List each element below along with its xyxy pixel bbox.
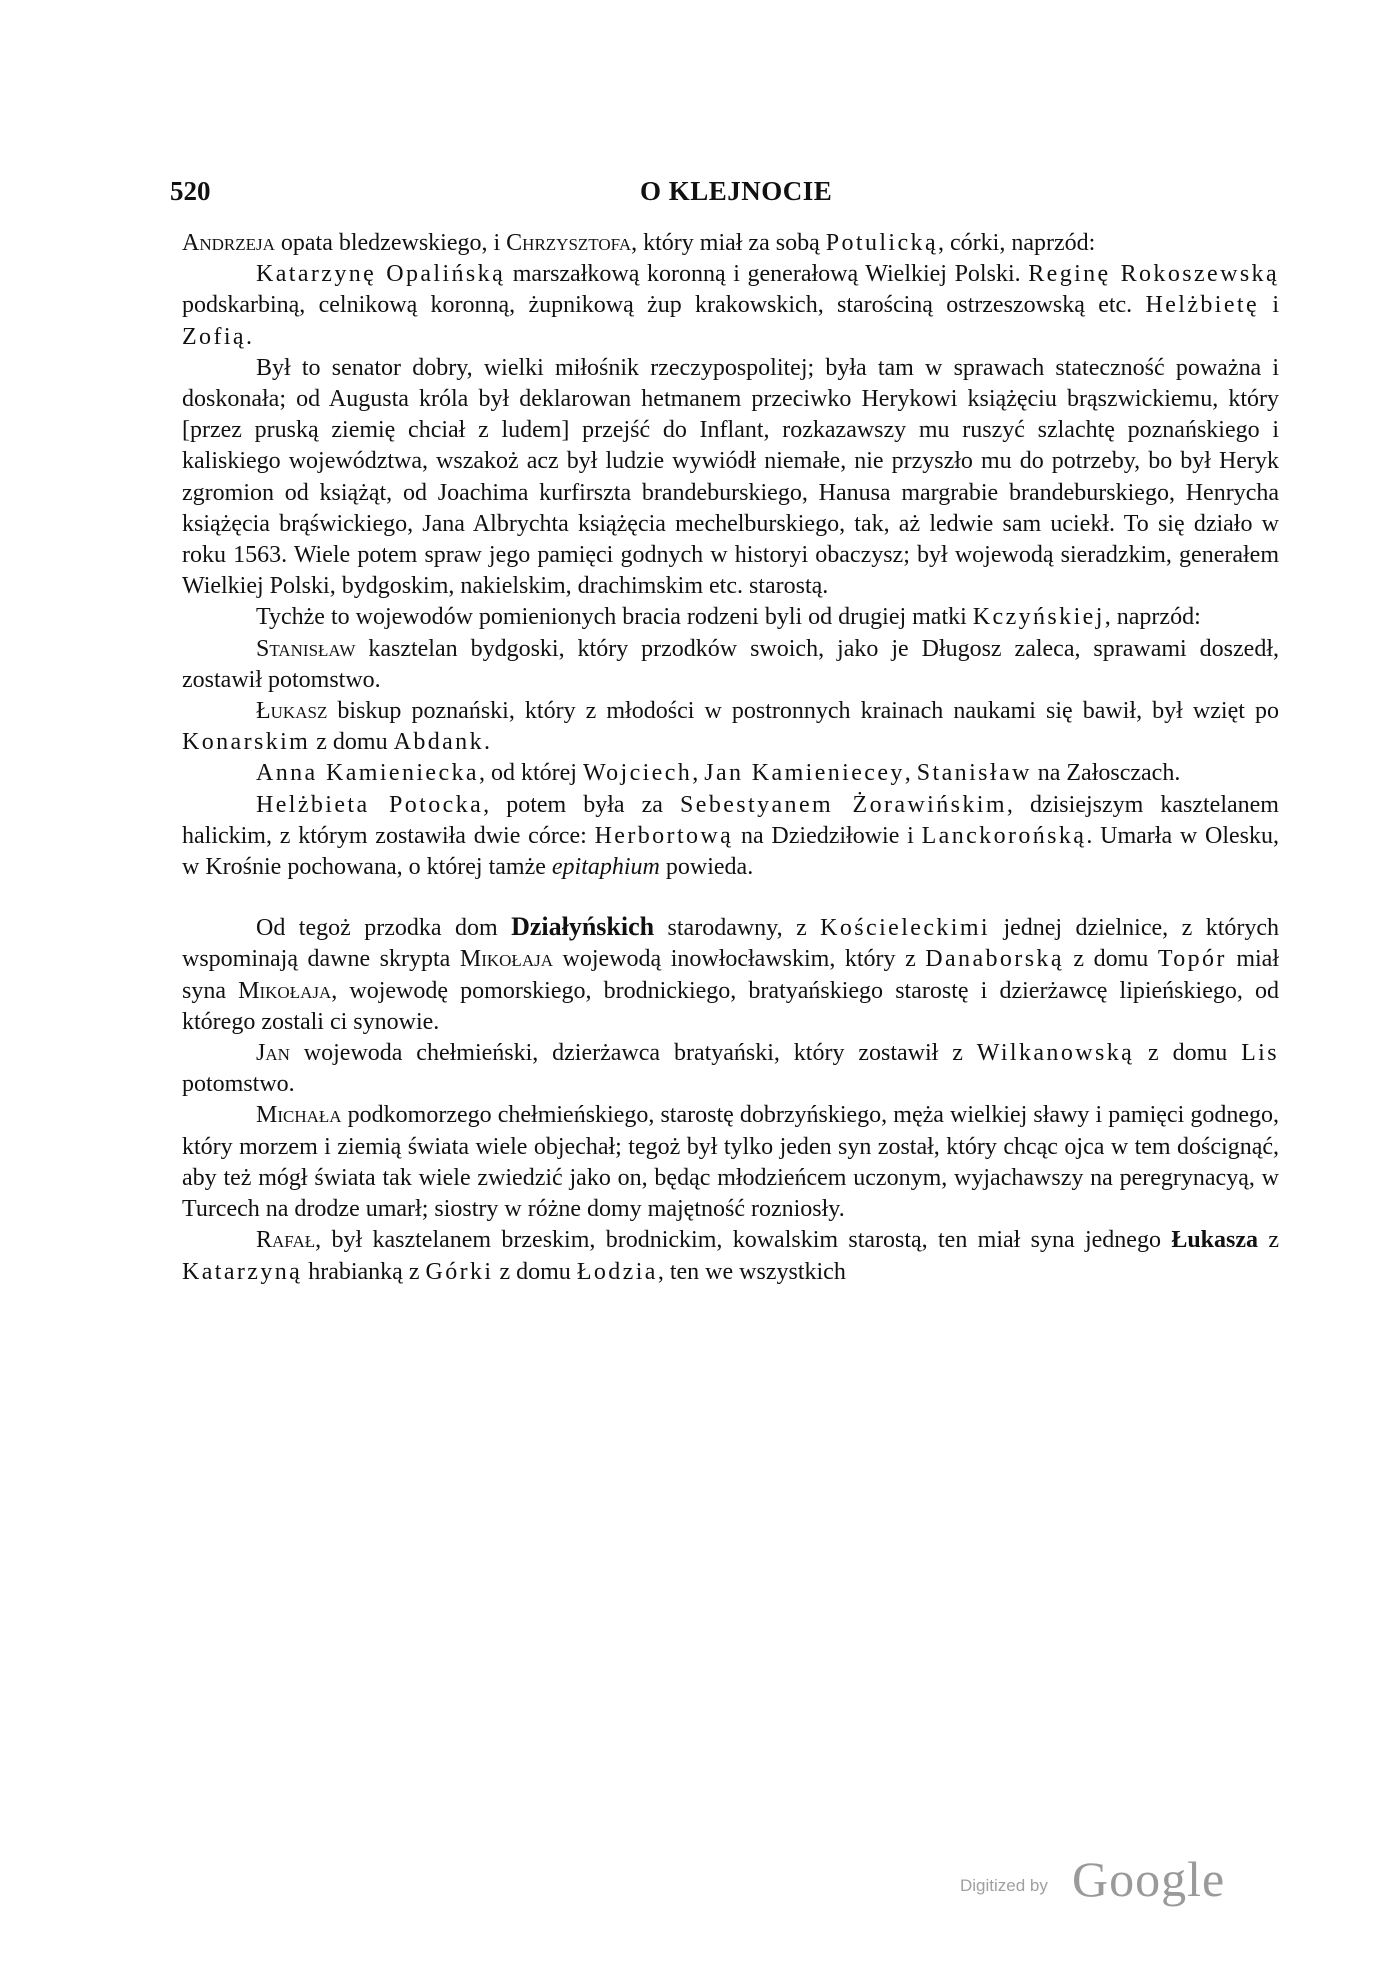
text-run: Zofią (182, 323, 246, 350)
text-run: Stanisław (916, 760, 1032, 787)
paragraph (182, 353, 1279, 603)
text-run: Michała (256, 1102, 342, 1129)
text-run: , ten we wszystkich (657, 1258, 846, 1285)
text-run: Łukasz (256, 698, 328, 725)
text-run: epitaphium (551, 854, 660, 881)
text-run: na Załosczach. (1031, 760, 1181, 787)
paragraph (182, 790, 1279, 884)
text-run: na Dziedziłowie i (733, 822, 922, 849)
text-run: marszałkową koronną i generałową Wielkiej Polski. (505, 261, 1029, 288)
text-run: , córki, naprzód: (938, 230, 1096, 256)
text-run: Lis (1241, 1040, 1279, 1067)
text-run: powieda. (659, 854, 754, 881)
page-number: 520 (170, 176, 211, 206)
text-run: miał syna (182, 946, 1279, 1004)
text-run: Kościeleckimi (820, 915, 990, 942)
text-run: Jan (256, 1040, 290, 1067)
text-run: Od tegoż przodka dom (256, 915, 512, 942)
body-text (182, 228, 1279, 1288)
text-run: potomstwo. (182, 1071, 295, 1098)
text-run: , (692, 760, 705, 787)
text-run: biskup poznański, który z młodości w postronnych krainach naukami się bawił, był wzięt po (327, 698, 1279, 725)
text-run: . (245, 323, 252, 350)
google-logo: Google (1072, 1851, 1226, 1907)
text-run: Sebestyanem Żorawińskim (680, 791, 1007, 818)
paragraph (182, 602, 1279, 633)
text-run: . (483, 729, 490, 756)
text-run: , wojewodę pomorskiego, brodnickiego, bratyańskiego starostę i dzierżawcę lipieńskiego, od którego zostali ci synowie. (182, 977, 1279, 1035)
text-run: Katarzyną (182, 1258, 303, 1285)
running-title: O KLEJNOCIE (640, 176, 833, 206)
digitized-watermark (960, 1850, 1240, 1910)
watermark-prefix: Digitized by (960, 1876, 1048, 1895)
text-run: Herbortową (594, 822, 734, 849)
text-run: , naprzód: (1104, 604, 1201, 631)
text-run: , (904, 760, 917, 787)
text-run: Katarzynę Opalińską (256, 261, 506, 288)
paragraph (182, 911, 1279, 1038)
text-run: Danaborską (925, 946, 1064, 973)
text-run: Rafał (256, 1227, 316, 1254)
paragraph (182, 259, 1279, 353)
text-run: Lanckorońską (921, 822, 1087, 849)
paragraph (182, 1225, 1279, 1287)
paragraph (182, 758, 1279, 789)
paragraph (182, 1038, 1279, 1100)
text-run: wojewoda chełmieński, dzierżawca bratyański, który zostawił z (289, 1040, 977, 1067)
text-run: Był to senator dobry, wielki miłośnik rzeczypospolitej; była tam w sprawach stateczność poważna i doskonała; od Augusta króla był deklarowan hetmanem przeciwko Herykowi książęciu brąszwickiemu, który [przez pruską ziemię chciał z ludem] przejść do Inflant, rozkazawszy mu ruszyć szlachtę poznańskiego i kaliskiego województwa, wszakoż acz był ludzie wywiódł niemałe, nie przyszło mu do potrzeby, bo był Heryk zgromion od książąt, od Joachima kurfirszta brandeburskiego, Hanusa margrabie brandeburskiego, Henrycha książęcia brąświckiego, Jana Albrychta książęcia mechelburskiego, tak, aż ledwie sam uciekł. To się działo w roku 1563. Wiele potem spraw jego pamięci godnych w historyi obaczysz; był wojewodą sieradzkim, generałem Wielkiej Polski, bydgoskim, nakielskim, drachimskim etc. starostą. (182, 354, 1279, 600)
text-run: Abdank (393, 729, 484, 756)
paragraph (182, 696, 1279, 758)
text-run: , który miał za sobą (631, 230, 826, 256)
text-run: Wilkanowską (976, 1040, 1135, 1067)
text-run: , dzisiejszym kasztelanem halickim, z którym zostawiła dwie córce: (182, 791, 1279, 849)
text-run: Stanisław (256, 635, 356, 662)
text-run: i (1259, 292, 1279, 319)
text-run: Reginę Rokoszewską (1028, 261, 1280, 288)
text-run: hrabianką z (302, 1258, 426, 1285)
text-run: jednej dzielnice, z których wspominają dawne skrypta (182, 915, 1280, 973)
paragraph (182, 228, 1279, 259)
text-run: Działyńskich (511, 912, 655, 942)
text-run: Chrzysztofa (506, 230, 632, 256)
text-run: Łodzia (576, 1258, 658, 1285)
text-run: Helżbieta Potocka (256, 791, 484, 818)
text-run: Mikołaja (459, 946, 553, 973)
text-run: Wojciech (582, 760, 693, 787)
text-run: z domu (310, 729, 394, 756)
text-run: z domu (1063, 946, 1158, 973)
text-run: opata bledzewskiego, i (274, 230, 507, 256)
text-run: Tychże to wojewodów pomienionych bracia rodzeni byli od drugiej matki (256, 604, 973, 631)
text-run: . Umarła w Olesku, w Krośnie pochowana, o której tamże (182, 822, 1280, 881)
text-run: z domu (493, 1258, 577, 1285)
text-run: Konarskim (182, 729, 311, 756)
text-run: Potulicką (825, 230, 938, 256)
text-run: Mikołaja (238, 977, 332, 1004)
text-run: , potem była za (483, 791, 681, 818)
text-run: z (1258, 1227, 1280, 1254)
text-run: z domu (1134, 1040, 1242, 1067)
text-run: Andrzeja (182, 230, 275, 256)
text-run: Łukasza (1171, 1227, 1259, 1254)
text-run: podskarbiną, celnikową koronną, żupnikową żup krakowskich, starościną ostrzeszowską etc. (182, 292, 1146, 319)
text-run: Topór (1157, 946, 1227, 973)
paragraph (182, 634, 1279, 696)
text-run: Anna Kamieniecka (256, 760, 479, 787)
text-run: Helżbietę (1145, 292, 1260, 319)
text-run: podkomorzego chełmieńskiego, starostę dobrzyńskiego, męża wielkiej sławy i pamięci godnego, który morzem i ziemią świata wiele objechał; tegoż był tylko jeden syn został, który chcąc ojca w tem doścignąć, aby też mógł świata tak wiele zwiedzić jako on, będąc młodzieńcem uczonym, wyjachawszy na peregrynacyą, w Turcech na drodze umarł; siostry w różne domy majętność rozniosły. (182, 1102, 1279, 1223)
text-run: wojewodą inowłocławskim, który z (552, 946, 926, 973)
text-run: kasztelan bydgoski, który przodków swoich, jako je Długosz zaleca, sprawami doszedł, zostawił potomstwo. (182, 635, 1279, 693)
text-run: starodawny, z (654, 915, 821, 942)
page-header (170, 176, 1270, 216)
text-run: , był kasztelanem brzeskim, brodnickim, kowalskim starostą, ten miał syna jednego (315, 1227, 1172, 1254)
text-run: , od której (478, 760, 583, 787)
paragraph (182, 1100, 1279, 1225)
text-run: Kczyńskiej (972, 604, 1105, 631)
text-run: Górki (425, 1258, 494, 1285)
text-run: Jan Kamieniecey (704, 760, 905, 787)
